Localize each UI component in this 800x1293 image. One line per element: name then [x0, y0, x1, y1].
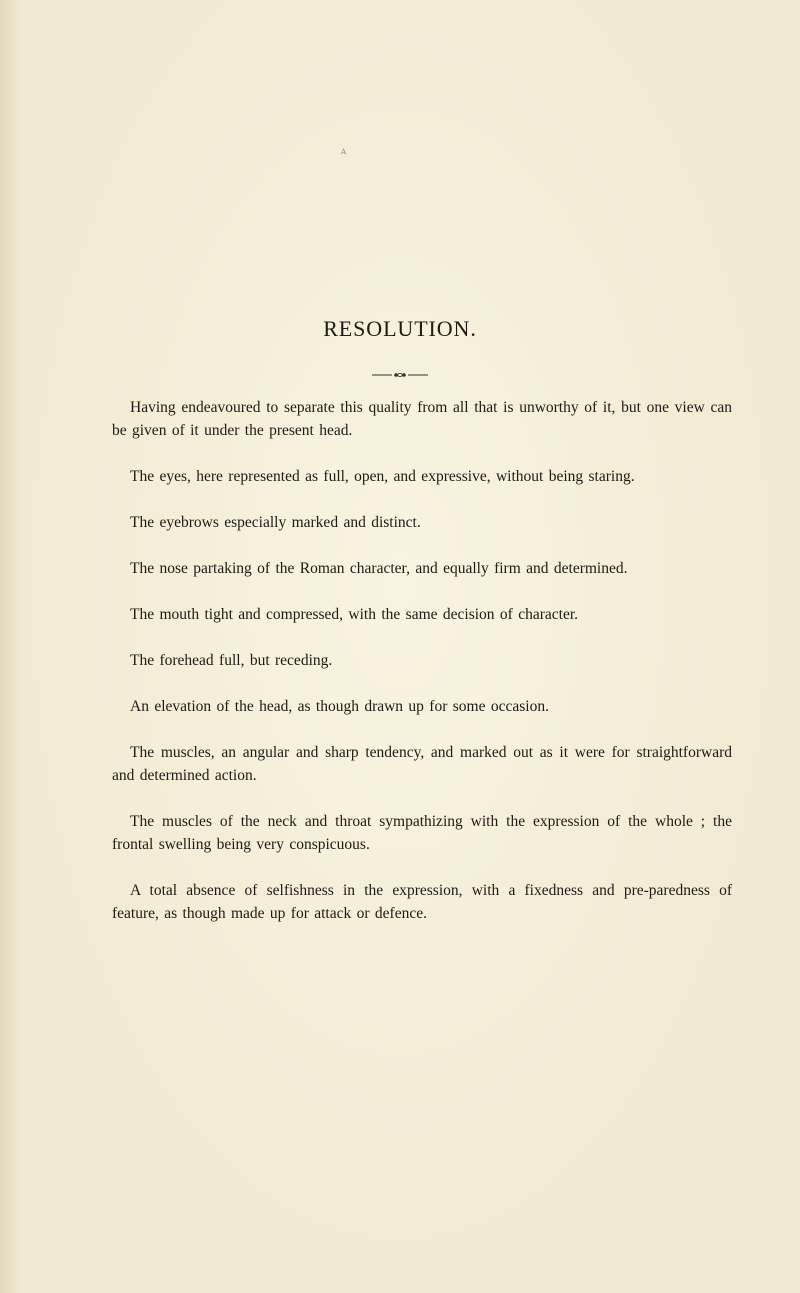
page-mark: A — [341, 148, 347, 156]
paragraph: The mouth tight and compressed, with the same decision of character. — [130, 606, 579, 623]
paragraph: The muscles of the neck and throat sympathizing with the expression of the whole ; the frontal swelling being very conspicuous. — [112, 813, 732, 853]
paragraph: A total absence of selfishness in the expression, with a fixedness and pre-paredness of feature, as though made up for attack or defence. — [112, 882, 732, 922]
paragraph: The nose partaking of the Roman character, and equally firm and determined. — [130, 560, 628, 577]
paragraph: The muscles, an angular and sharp tendency, and marked out as it were for straightforward and determined action. — [112, 744, 732, 784]
body-text — [112, 396, 732, 948]
paragraph: The eyes, here represented as full, open, and expressive, without being staring. — [130, 468, 635, 485]
paragraph: Having endeavoured to separate this quality from all that is unworthy of it, but one view can be given of it under the present head. — [112, 399, 732, 439]
page-title: RESOLUTION. — [323, 316, 477, 341]
paragraph: An elevation of the head, as though drawn up for some occasion. — [130, 698, 549, 715]
paragraph: The eyebrows especially marked and distinct. — [130, 514, 421, 531]
paragraph: The forehead full, but receding. — [130, 652, 333, 669]
divider-ornament-icon — [372, 372, 428, 378]
